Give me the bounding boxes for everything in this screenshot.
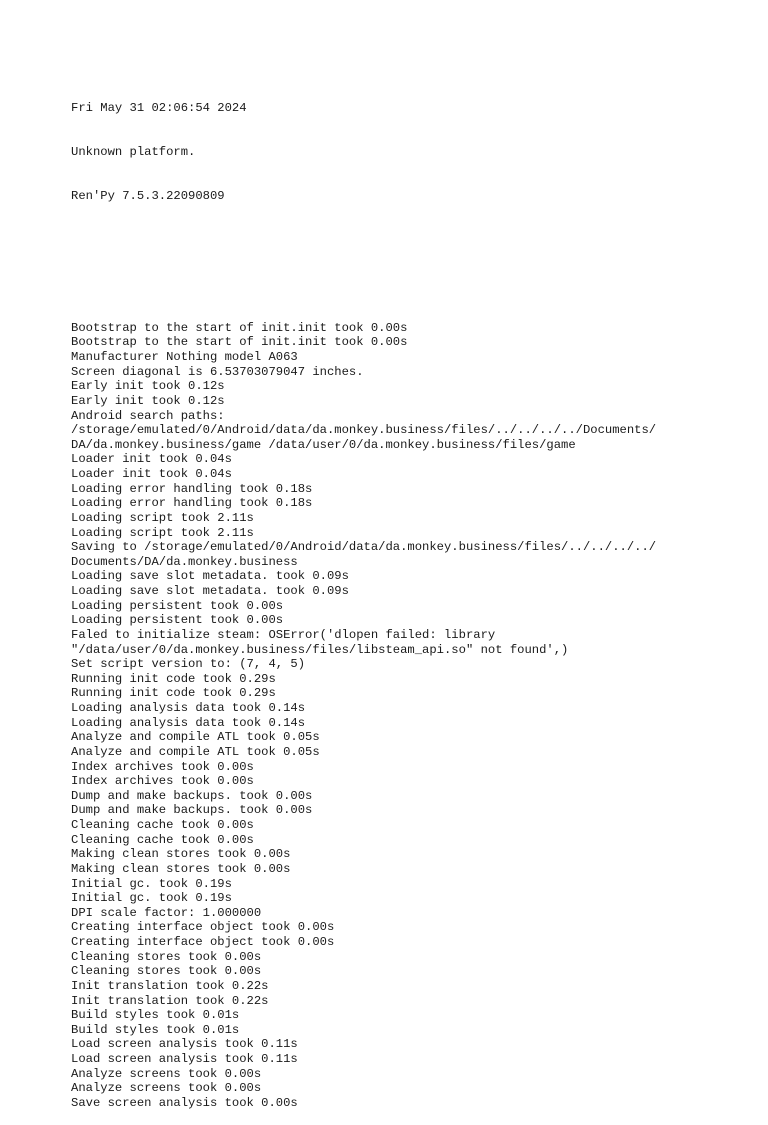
log-line: Loading save slot metadata. took 0.09s [71,569,349,584]
log-line: Cleaning stores took 0.00s [71,949,262,964]
log-line: Loading script took 2.11s [71,510,254,525]
log-line-platform: Unknown platform. [71,145,196,160]
log-blank-line [71,277,751,292]
log-line-date: Fri May 31 02:06:54 2024 [71,101,247,116]
log-line: Running init code took 0.29s [71,671,276,686]
log-blank-line [71,233,751,248]
log-line: Loading analysis data took 0.14s [71,701,306,716]
log-document [71,72,751,1125]
log-line: Init translation took 0.22s [71,978,269,993]
log-line: Loading script took 2.11s [71,525,254,540]
log-line: "/data/user/0/da.monkey.business/files/libsteam_api.so" not found',) [71,642,569,657]
log-line: Analyze screens took 0.00s [71,1081,262,1096]
log-line: Loader init took 0.04s [71,467,232,482]
log-line: Bootstrap to the start of init.init took 0.00s [71,335,408,350]
log-line: DPI scale factor: 1.000000 [71,905,262,920]
log-line: Documents/DA/da.monkey.business [71,554,298,569]
log-line: Analyze and compile ATL took 0.05s [71,730,320,745]
log-line: Build styles took 0.01s [71,1022,240,1037]
log-line: Build styles took 0.01s [71,1008,240,1023]
log-line: Analyze and compile ATL took 0.05s [71,744,320,759]
log-line: Load screen analysis took 0.11s [71,1052,298,1067]
log-line: Loading error handling took 0.18s [71,496,313,511]
log-line: Load screen analysis took 0.11s [71,1037,298,1052]
log-line: Creating interface object took 0.00s [71,935,335,950]
log-line: Running init code took 0.29s [71,686,276,701]
log-line: Bootstrap to the start of init.init took 0.00s [71,320,408,335]
log-line: Cleaning cache took 0.00s [71,832,254,847]
log-line: Initial gc. took 0.19s [71,876,232,891]
log-line: Initial gc. took 0.19s [71,891,232,906]
log-line: Cleaning stores took 0.00s [71,964,262,979]
log-line: Loader init took 0.04s [71,452,232,467]
log-line: Index archives took 0.00s [71,774,254,789]
log-line: /storage/emulated/0/Android/data/da.monkey.business/files/../../../../Documents/ [71,423,657,438]
log-line: Analyze screens took 0.00s [71,1066,262,1081]
log-line: Loading save slot metadata. took 0.09s [71,584,349,599]
log-line: DA/da.monkey.business/game /data/user/0/da.monkey.business/files/game [71,437,576,452]
log-line: Loading error handling took 0.18s [71,481,313,496]
log-line: Set script version to: (7, 4, 5) [71,657,306,672]
log-line: Faled to initialize steam: OSError('dlopen failed: library [71,627,496,642]
log-line-version: Ren'Py 7.5.3.22090809 [71,189,225,204]
log-line: Making clean stores took 0.00s [71,861,291,876]
log-line: Creating interface object took 0.00s [71,920,335,935]
log-line: Cleaning cache took 0.00s [71,818,254,833]
log-line: Making clean stores took 0.00s [71,847,291,862]
log-line: Save screen analysis took 0.00s [71,1095,298,1110]
log-line: Early init took 0.12s [71,393,225,408]
log-line: Loading persistent took 0.00s [71,613,284,628]
log-line: Index archives took 0.00s [71,759,254,774]
log-line: Loading persistent took 0.00s [71,598,284,613]
log-line: Loading analysis data took 0.14s [71,715,306,730]
log-body [71,321,751,1111]
log-line: Dump and make backups. took 0.00s [71,788,313,803]
log-line: Dump and make backups. took 0.00s [71,803,313,818]
log-line: Manufacturer Nothing model A063 [71,350,298,365]
log-line: Android search paths: [71,408,225,423]
log-line: Screen diagonal is 6.53703079047 inches. [71,364,364,379]
log-line: Saving to /storage/emulated/0/Android/data/da.monkey.business/files/../../../../ [71,540,657,555]
log-line: Init translation took 0.22s [71,993,269,1008]
log-line: Early init took 0.12s [71,379,225,394]
